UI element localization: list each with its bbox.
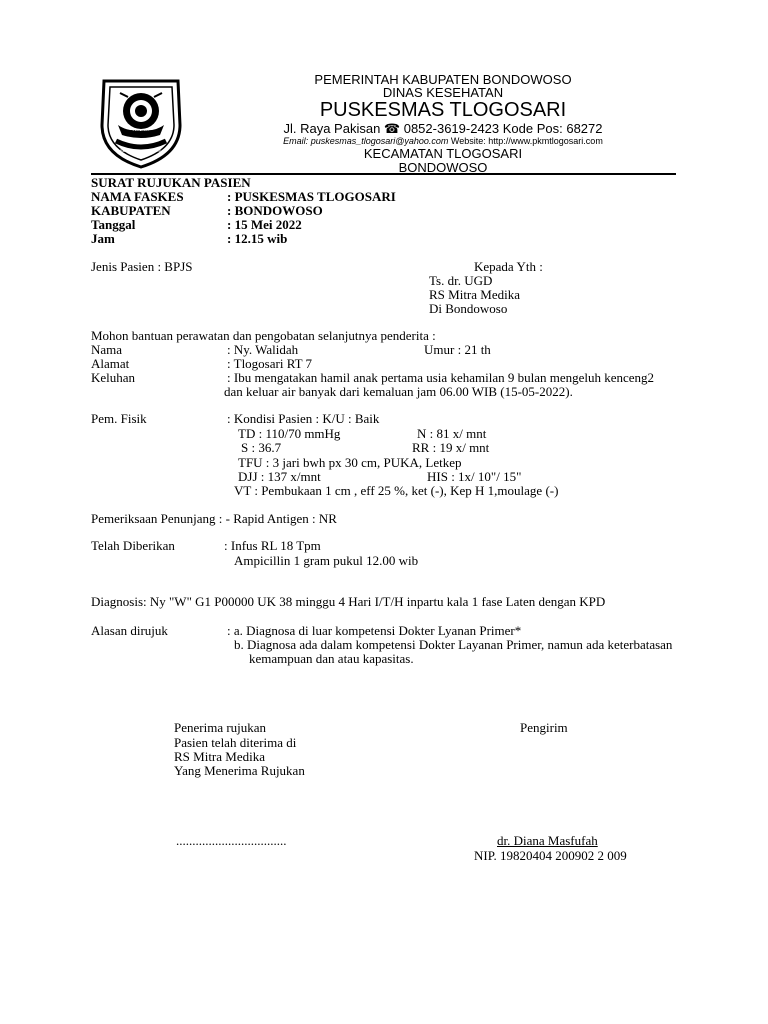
header-puskesmas-name: PUSKESMAS TLOGOSARI <box>319 99 567 121</box>
shield-logo-icon <box>96 75 186 171</box>
jenis-pasien: Jenis Pasien : BPJS <box>91 259 193 274</box>
diberikan-line1: : Infus RL 18 Tpm <box>224 538 321 553</box>
info-label-faskes: NAMA FASKES <box>91 189 184 204</box>
fisik-vt: VT : Pembukaan 1 cm , eff 25 %, ket (-), Kep H 1,moulage (-) <box>234 483 559 498</box>
fisik-td: TD : 110/70 mmHg <box>238 426 341 441</box>
diberikan-label: Telah Diberikan <box>91 538 175 553</box>
receiver-label: Penerima rujukan <box>174 720 267 735</box>
fisik-kondisi: : Kondisi Pasien : K/U : Baik <box>227 411 380 426</box>
logo-motto: BERSATU MEMBANGUN <box>120 148 167 153</box>
info-label-kabupaten: KABUPATEN <box>91 203 171 218</box>
header-address: Jl. Raya Pakisan ☎ 0852-3619-2423 Kode Pos: 68272 <box>283 121 603 136</box>
keluhan-label: Keluhan <box>91 370 136 385</box>
fisik-his: HIS : 1x/ 10"/ 15" <box>427 469 522 484</box>
alasan-b-line2: kemampuan dan atau kapasitas. <box>249 651 414 666</box>
kepada-recipient: Ts. dr. UGD <box>429 273 493 288</box>
receiver-signature-dots: .................................. <box>176 833 287 848</box>
fisik-tfu: TFU : 3 jari bwh px 30 cm, PUKA, Letkep <box>238 455 462 470</box>
umur-value: Umur : 21 th <box>424 342 491 357</box>
info-label-jam: Jam <box>91 231 115 246</box>
nama-label: Nama <box>91 342 123 357</box>
info-value-faskes: : PUSKESMAS TLOGOSARI <box>227 189 396 204</box>
puskesmas-logo <box>96 75 186 171</box>
sender-label: Pengirim <box>520 720 568 735</box>
doctor-name: dr. Diana Masfufah <box>497 833 598 848</box>
logo-text: BONDOWOSO <box>126 130 161 136</box>
email-label: Email: <box>283 136 309 146</box>
keluhan-value-line2: dan keluar air banyak dari kemaluan jam 06.00 WIB (15-05-2022). <box>224 384 573 399</box>
diagnosis: Diagnosis: Ny "W" G1 P00000 UK 38 minggu 4 Hari I/T/H inpartu kala 1 fase Laten dengan KPD <box>91 594 606 609</box>
website: Website: http://www.pkmtlogosari.com <box>450 136 603 146</box>
keluhan-value-line1: : Ibu mengatakan hamil anak pertama usia kehamilan 9 bulan mengeluh kenceng2 <box>227 370 655 385</box>
info-value-kabupaten: : BONDOWOSO <box>227 203 323 218</box>
receiver-line2: Pasien telah diterima di <box>174 735 297 750</box>
nama-value: : Ny. Walidah <box>227 342 299 357</box>
doctor-nip: NIP. 19820404 200902 2 009 <box>474 848 627 863</box>
kepada-location: Di Bondowoso <box>429 301 508 316</box>
fisik-n: N : 81 x/ mnt <box>417 426 487 441</box>
kepada-yth: Kepada Yth : <box>474 259 543 274</box>
fisik-label: Pem. Fisik <box>91 411 147 426</box>
fisik-s: S : 36.7 <box>241 440 282 455</box>
pemeriksaan-penunjang: Pemeriksaan Penunjang : - Rapid Antigen : NR <box>91 511 337 526</box>
letter-title: SURAT RUJUKAN PASIEN <box>91 175 251 190</box>
alamat-label: Alamat <box>91 356 130 371</box>
header-government: PEMERINTAH KABUPATEN BONDOWOSO <box>314 72 572 87</box>
header-department: DINAS KESEHATAN <box>382 85 504 100</box>
diberikan-line2: Ampicillin 1 gram pukul 12.00 wib <box>234 553 419 568</box>
header-city: BONDOWOSO <box>398 160 488 175</box>
kepada-hospital: RS Mitra Medika <box>429 287 520 302</box>
email-address: puskesmas_tlogosari@yahoo.com <box>310 136 449 146</box>
alasan-label: Alasan dirujuk <box>91 623 168 638</box>
receiver-line4: Yang Menerima Rujukan <box>174 763 305 778</box>
info-value-jam: : 12.15 wib <box>227 231 288 246</box>
alasan-a: : a. Diagnosa di luar kompetensi Dokter Lyanan Primer* <box>227 623 522 638</box>
fisik-djj: DJJ : 137 x/mnt <box>238 469 321 484</box>
alasan-b-line1: b. Diagnosa ada dalam kompetensi Dokter Layanan Primer, namun ada keterbatasan <box>234 637 673 652</box>
alamat-value: : Tlogosari RT 7 <box>227 356 313 371</box>
mohon-text: Mohon bantuan perawatan dan pengobatan selanjutnya penderita : <box>91 328 436 343</box>
header-district: KECAMATAN TLOGOSARI <box>363 146 523 161</box>
info-value-tanggal: : 15 Mei 2022 <box>227 217 302 232</box>
info-label-tanggal: Tanggal <box>91 217 136 232</box>
fisik-rr: RR : 19 x/ mnt <box>412 440 490 455</box>
receiver-line3: RS Mitra Medika <box>174 749 265 764</box>
